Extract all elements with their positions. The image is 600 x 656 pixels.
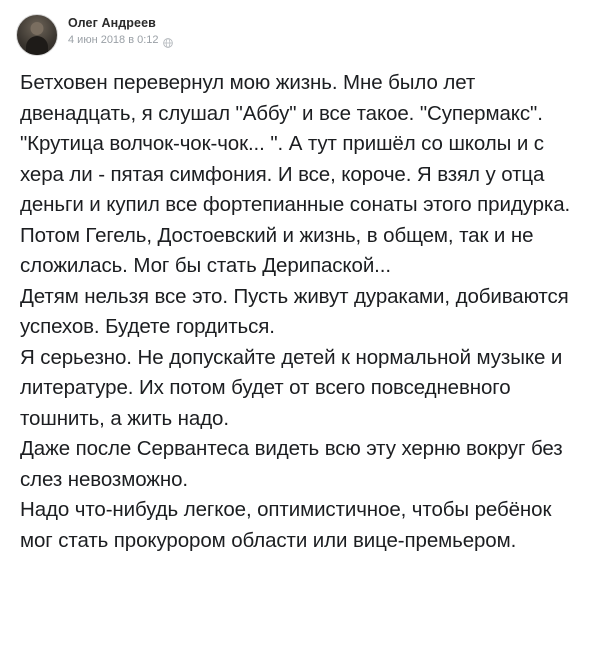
- post-paragraph: Детям нельзя все это. Пусть живут дураками, добиваются успехов. Будете гордиться.: [20, 284, 569, 338]
- post-header: [14, 12, 586, 66]
- post-body: [14, 66, 586, 556]
- post-paragraph: Надо что-нибудь легкое, оптимистичное, чтобы ребёнок мог стать прокурором области или вице-премьером.: [20, 498, 552, 552]
- post-paragraph: Бетховен перевернул мою жизнь. Мне было лет двенадцать, я слушал "Аббу" и все такое. "Супермакс". "Крутица волчок-чок-чок... ". А тут пришёл со школы и с хера ли - пятая симфония. И все, короче. Я взял у отца деньги и купил все фортепианные сонаты этого придурка. Потом Гегель, Достоевский и жизнь, в общем, так и не сложилась. Мог бы стать Дерипаской...: [20, 71, 571, 277]
- globe-icon: [163, 35, 173, 45]
- author-block: [68, 14, 173, 47]
- post-paragraph: Даже после Сервантеса видеть всю эту херню вокруг без слез невозможно.: [20, 437, 563, 491]
- avatar[interactable]: [16, 14, 58, 56]
- post-paragraph: Я серьезно. Не допускайте детей к нормальной музыке и литературе. Их потом будет от всего повседневного тошнить, а жить надо.: [20, 345, 563, 430]
- post-timestamp[interactable]: 4 июн 2018 в 0:12: [68, 34, 159, 46]
- author-name[interactable]: Олег Андреев: [68, 16, 156, 30]
- post-meta: [68, 33, 173, 47]
